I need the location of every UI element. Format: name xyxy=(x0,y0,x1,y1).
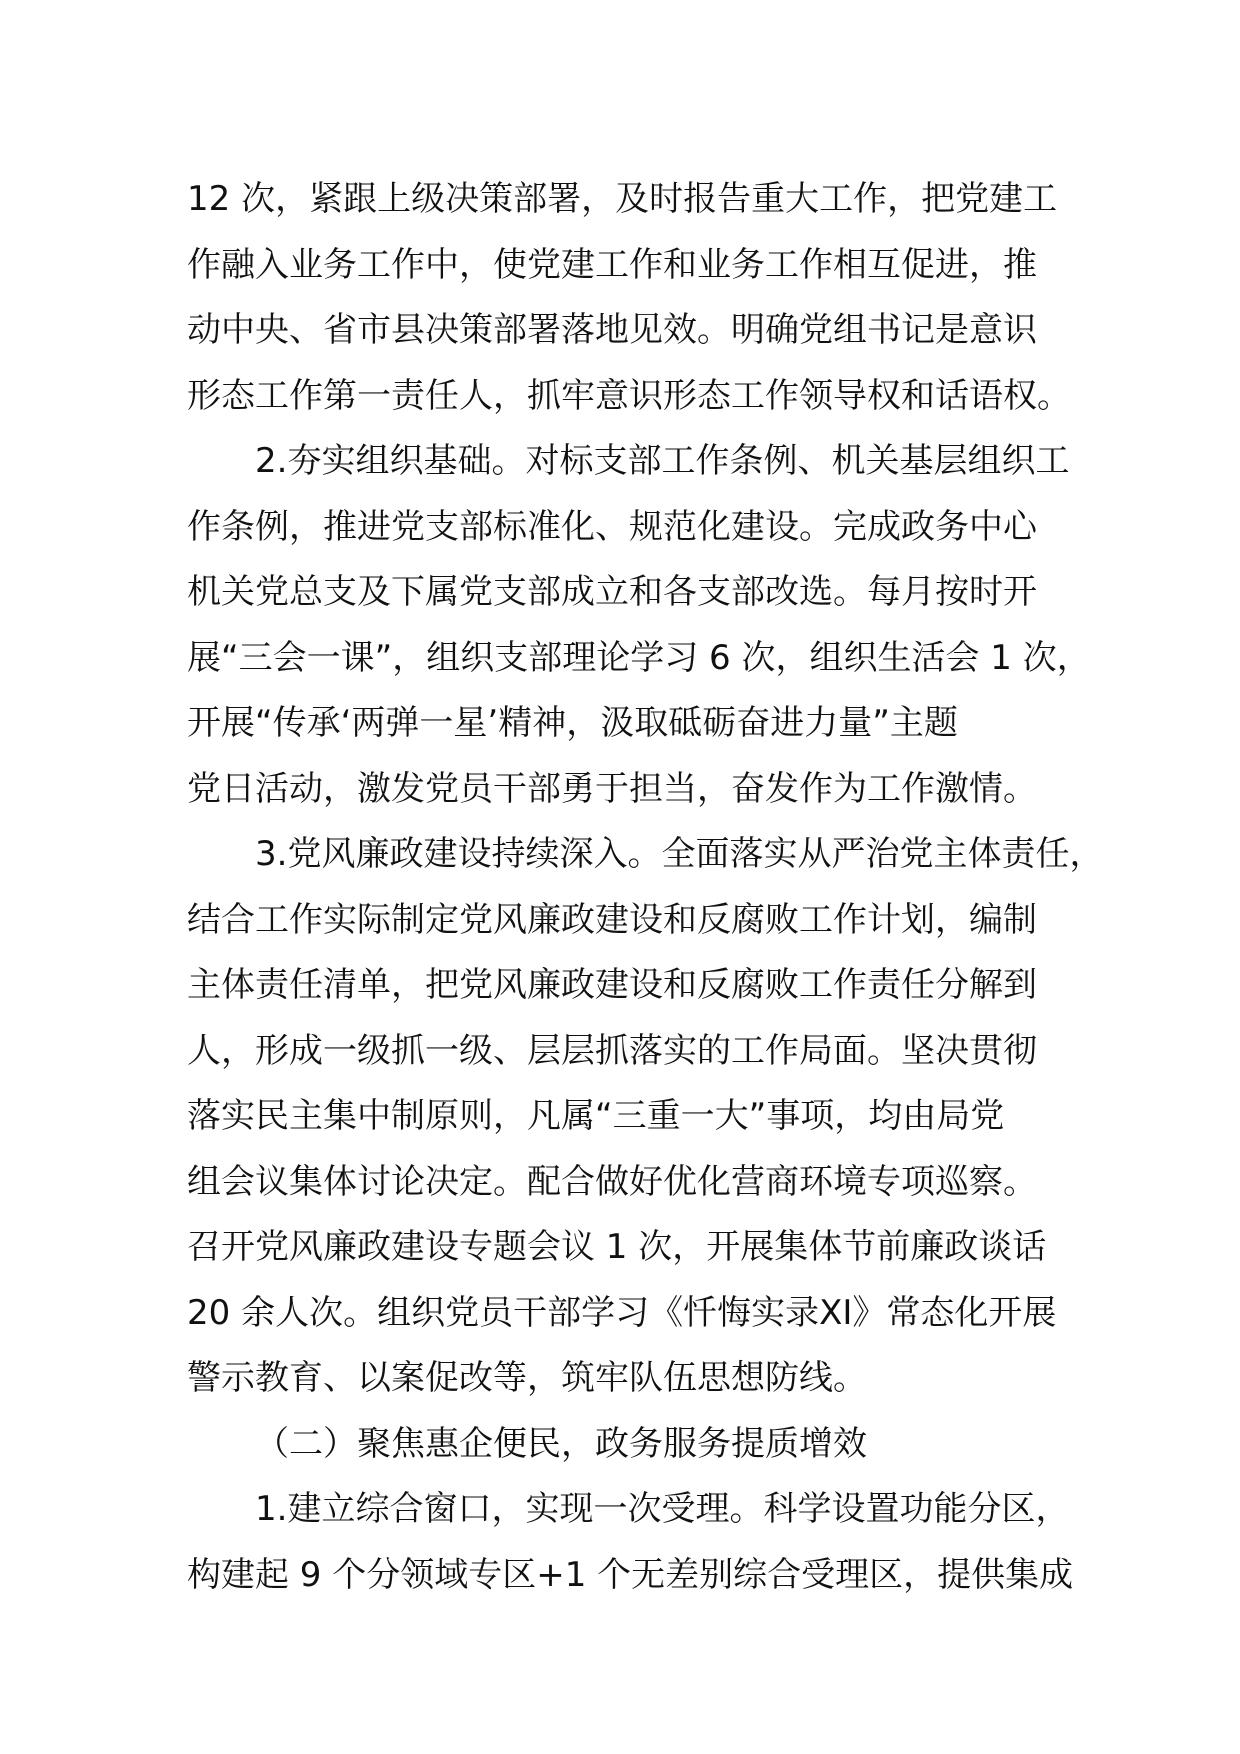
text-line: 动中央、省市县决策部署落地见效。明确党组书记是意识 xyxy=(187,310,1037,350)
text-line: 警示教育、以案促改等，筑牢队伍思想防线。 xyxy=(187,1358,867,1398)
document-body xyxy=(187,167,1104,1608)
text-line: 组会议集体讨论决定。配合做好优化营商环境专项巡察。 xyxy=(187,1161,1037,1202)
text-line: 展“三会一课”，组织支部理论学习 6 次，组织生活会 1 次， xyxy=(187,637,1091,678)
text-line: 主体责任清单，把党风廉政建设和反腐败工作责任分解到 xyxy=(187,965,1037,1005)
text-line: 作融入业务工作中，使党建工作和业务工作相互促进，推 xyxy=(187,244,1037,285)
text-line: 1.建立综合窗口，实现一次受理。科学设置功能分区， xyxy=(255,1489,1070,1529)
text-line: 落实民主集中制原则，凡属“三重一大”事项，均由局党 xyxy=(187,1096,1005,1136)
text-line: 开展“传承‘两弹一星’精神，汲取砥砺奋进力量”主题 xyxy=(187,703,958,743)
text-line: 3.党风廉政建设持续深入。全面落实从严治党主体责任， xyxy=(255,834,1104,874)
text-line: 召开党风廉政建设专题会议 1 次，开展集体节前廉政谈话 xyxy=(187,1227,1047,1267)
section-heading: （二）聚焦惠企便民，政务服务提质增效 xyxy=(255,1423,867,1464)
text-line: 结合工作实际制定党风廉政建设和反腐败工作计划，编制 xyxy=(187,899,1037,940)
text-line: 人，形成一级抓一级、层层抓落实的工作局面。坚决贯彻 xyxy=(187,1030,1037,1071)
text-line: 机关党总支及下属党支部成立和各支部改选。每月按时开 xyxy=(187,572,1037,612)
text-line: 党日活动，激发党员干部勇于担当，奋发作为工作激情。 xyxy=(187,768,1037,809)
text-line: 形态工作第一责任人，抓牢意识形态工作领导权和话语权。 xyxy=(187,375,1071,416)
text-line: 12 次，紧跟上级决策部署，及时报告重大工作，把党建工 xyxy=(187,179,1058,219)
text-line: 作条例，推进党支部标准化、规范化建设。完成政务中心 xyxy=(187,506,1037,547)
text-line: 20 余人次。组织党员干部学习《忏悔实录XI》常态化开展 xyxy=(187,1292,1057,1333)
text-line: 构建起 9 个分领域专区+1 个无差别综合受理区，提供集成 xyxy=(187,1554,1074,1595)
text-line: 2.夯实组织基础。对标支部工作条例、机关基层组织工 xyxy=(255,441,1070,481)
